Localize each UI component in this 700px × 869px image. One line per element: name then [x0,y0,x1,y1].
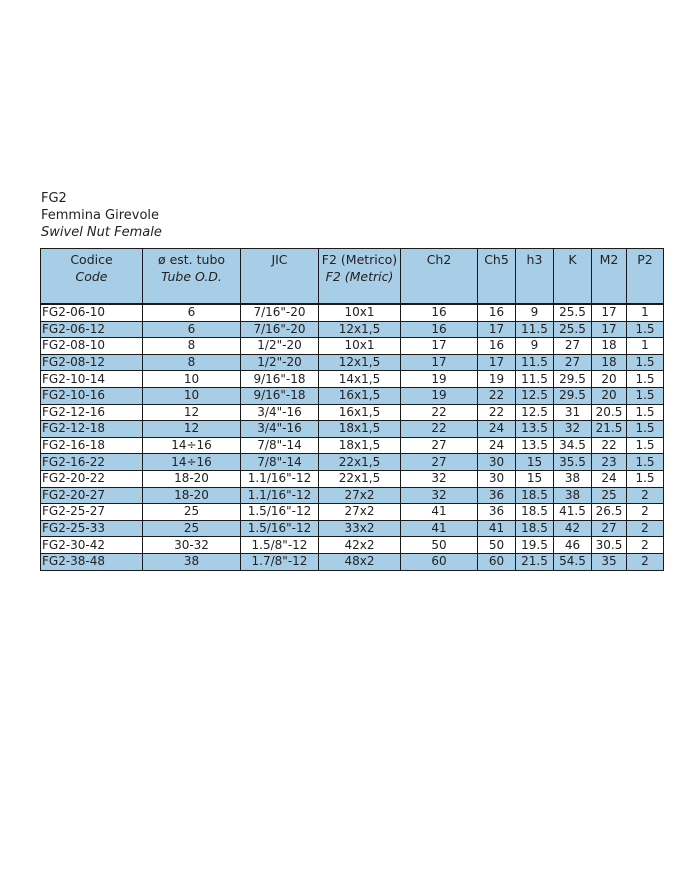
column-header-label: M2 [599,252,619,267]
cell-tube-od: 10 [143,371,241,388]
column-header-p2 [627,249,664,305]
cell-k: 38 [554,470,592,487]
cell-code: FG2-25-33 [41,520,143,537]
cell-code: FG2-20-27 [41,487,143,504]
cell-h3: 15 [516,454,554,471]
cell-f2-metric: 10x1 [319,338,401,355]
cell-k: 31 [554,404,592,421]
cell-m2: 17 [592,321,627,338]
cell-code: FG2-08-12 [41,354,143,371]
cell-ch2: 17 [401,338,478,355]
table-row [41,321,664,338]
table-row [41,354,664,371]
cell-code: FG2-06-12 [41,321,143,338]
cell-m2: 35 [592,553,627,570]
cell-m2: 25 [592,487,627,504]
cell-jic: 3/4"-16 [241,421,319,438]
table-row [41,520,664,537]
cell-tube-od: 6 [143,321,241,338]
cell-jic: 3/4"-16 [241,404,319,421]
cell-m2: 24 [592,470,627,487]
cell-p2: 1.5 [627,404,664,421]
cell-f2-metric: 18x1,5 [319,421,401,438]
cell-p2: 2 [627,487,664,504]
product-name-english: Swivel Nut Female [41,225,162,240]
cell-m2: 20 [592,387,627,404]
cell-tube-od: 25 [143,520,241,537]
title-block [41,190,162,241]
spec-table [40,248,664,571]
product-name-italian: Femmina Girevole [41,208,160,223]
table-row [41,437,664,454]
cell-ch2: 22 [401,421,478,438]
table-row [41,338,664,355]
cell-jic: 7/8"-14 [241,454,319,471]
cell-k: 25.5 [554,304,592,321]
cell-f2-metric: 18x1,5 [319,437,401,454]
cell-ch5: 19 [478,371,516,388]
cell-p2: 1.5 [627,454,664,471]
column-header-label: P2 [637,252,653,267]
cell-tube-od: 8 [143,354,241,371]
cell-h3: 13.5 [516,437,554,454]
cell-h3: 11.5 [516,371,554,388]
cell-m2: 27 [592,520,627,537]
column-header-label: Ch2 [426,252,452,267]
cell-p2: 1.5 [627,321,664,338]
cell-k: 27 [554,338,592,355]
cell-jic: 1.5/8"-12 [241,537,319,554]
header-row [41,249,664,305]
cell-code: FG2-30-42 [41,537,143,554]
cell-k: 38 [554,487,592,504]
cell-ch5: 17 [478,354,516,371]
column-header-ch5 [478,249,516,305]
cell-k: 27 [554,354,592,371]
cell-tube-od: 14÷16 [143,437,241,454]
cell-ch2: 19 [401,371,478,388]
cell-m2: 26.5 [592,504,627,521]
cell-code: FG2-06-10 [41,304,143,321]
cell-jic: 1/2"-20 [241,354,319,371]
table-row [41,371,664,388]
column-header-label: JIC [271,252,288,267]
cell-jic: 1.1/16"-12 [241,487,319,504]
column-header-h3 [516,249,554,305]
cell-k: 54.5 [554,553,592,570]
cell-ch5: 17 [478,321,516,338]
cell-ch5: 24 [478,421,516,438]
column-header-tube-od [143,249,241,305]
cell-ch2: 27 [401,437,478,454]
table-row [41,387,664,404]
cell-ch2: 41 [401,504,478,521]
cell-m2: 17 [592,304,627,321]
cell-k: 25.5 [554,321,592,338]
cell-code: FG2-10-16 [41,387,143,404]
cell-code: FG2-12-16 [41,404,143,421]
cell-k: 34.5 [554,437,592,454]
cell-f2-metric: 27x2 [319,504,401,521]
cell-k: 46 [554,537,592,554]
cell-p2: 2 [627,520,664,537]
column-header-label: F2 (Metrico) [321,252,398,267]
cell-h3: 9 [516,304,554,321]
cell-ch2: 17 [401,354,478,371]
cell-code: FG2-16-18 [41,437,143,454]
cell-f2-metric: 27x2 [319,487,401,504]
cell-tube-od: 12 [143,404,241,421]
cell-k: 29.5 [554,371,592,388]
cell-jic: 7/16"-20 [241,304,319,321]
cell-code: FG2-25-27 [41,504,143,521]
cell-h3: 18.5 [516,520,554,537]
cell-code: FG2-20-22 [41,470,143,487]
cell-p2: 1 [627,304,664,321]
cell-code: FG2-12-18 [41,421,143,438]
cell-ch5: 36 [478,504,516,521]
cell-m2: 22 [592,437,627,454]
column-header-label: h3 [526,252,543,267]
cell-tube-od: 8 [143,338,241,355]
cell-f2-metric: 22x1,5 [319,454,401,471]
cell-ch5: 22 [478,404,516,421]
cell-f2-metric: 14x1,5 [319,371,401,388]
cell-f2-metric: 42x2 [319,537,401,554]
cell-ch5: 41 [478,520,516,537]
cell-h3: 15 [516,470,554,487]
column-header-jic [241,249,319,305]
cell-p2: 1.5 [627,371,664,388]
cell-p2: 1.5 [627,354,664,371]
cell-ch5: 16 [478,338,516,355]
table-row [41,470,664,487]
cell-jic: 1.5/16"-12 [241,504,319,521]
table-row [41,537,664,554]
cell-ch2: 27 [401,454,478,471]
cell-k: 29.5 [554,387,592,404]
cell-tube-od: 6 [143,304,241,321]
cell-f2-metric: 48x2 [319,553,401,570]
cell-m2: 23 [592,454,627,471]
cell-tube-od: 25 [143,504,241,521]
cell-ch2: 50 [401,537,478,554]
cell-f2-metric: 12x1,5 [319,354,401,371]
cell-ch2: 41 [401,520,478,537]
column-header-sublabel: Tube O.D. [161,269,222,284]
cell-jic: 1.5/16"-12 [241,520,319,537]
table-row [41,487,664,504]
column-header-f2-metric [319,249,401,305]
cell-k: 41.5 [554,504,592,521]
cell-f2-metric: 22x1,5 [319,470,401,487]
cell-ch2: 16 [401,304,478,321]
cell-p2: 1.5 [627,470,664,487]
cell-f2-metric: 33x2 [319,520,401,537]
column-header-code [41,249,143,305]
cell-p2: 2 [627,537,664,554]
cell-ch5: 22 [478,387,516,404]
cell-ch5: 30 [478,454,516,471]
cell-h3: 21.5 [516,553,554,570]
cell-ch5: 30 [478,470,516,487]
cell-code: FG2-16-22 [41,454,143,471]
product-code: FG2 [41,191,67,206]
cell-ch5: 60 [478,553,516,570]
cell-jic: 9/16"-18 [241,371,319,388]
cell-k: 42 [554,520,592,537]
cell-tube-od: 14÷16 [143,454,241,471]
column-header-sublabel: F2 (Metric) [325,269,394,284]
table-row [41,504,664,521]
cell-tube-od: 18-20 [143,470,241,487]
column-header-m2 [592,249,627,305]
cell-tube-od: 38 [143,553,241,570]
table-body [41,304,664,570]
cell-ch5: 24 [478,437,516,454]
cell-ch5: 36 [478,487,516,504]
cell-ch2: 22 [401,404,478,421]
cell-h3: 11.5 [516,354,554,371]
cell-ch2: 19 [401,387,478,404]
cell-p2: 1.5 [627,437,664,454]
table-row [41,404,664,421]
column-header-label: ø est. tubo [157,252,226,267]
cell-tube-od: 12 [143,421,241,438]
cell-tube-od: 10 [143,387,241,404]
cell-m2: 21.5 [592,421,627,438]
cell-ch2: 60 [401,553,478,570]
cell-h3: 19.5 [516,537,554,554]
cell-jic: 7/16"-20 [241,321,319,338]
cell-f2-metric: 12x1,5 [319,321,401,338]
cell-h3: 18.5 [516,504,554,521]
cell-m2: 20.5 [592,404,627,421]
cell-f2-metric: 16x1,5 [319,387,401,404]
cell-m2: 18 [592,338,627,355]
cell-h3: 18.5 [516,487,554,504]
cell-ch5: 50 [478,537,516,554]
column-header-label: Codice [70,252,113,267]
cell-jic: 7/8"-14 [241,437,319,454]
table-row [41,454,664,471]
cell-k: 35.5 [554,454,592,471]
column-header-ch2 [401,249,478,305]
cell-h3: 12.5 [516,404,554,421]
cell-tube-od: 30-32 [143,537,241,554]
cell-ch2: 32 [401,470,478,487]
table-row [41,421,664,438]
cell-m2: 30.5 [592,537,627,554]
cell-p2: 2 [627,504,664,521]
cell-k: 32 [554,421,592,438]
cell-code: FG2-10-14 [41,371,143,388]
cell-tube-od: 18-20 [143,487,241,504]
cell-h3: 9 [516,338,554,355]
cell-jic: 1.1/16"-12 [241,470,319,487]
cell-p2: 1.5 [627,421,664,438]
cell-code: FG2-38-48 [41,553,143,570]
table-row [41,553,664,570]
cell-h3: 13.5 [516,421,554,438]
cell-f2-metric: 16x1,5 [319,404,401,421]
table-row [41,304,664,321]
cell-jic: 1.7/8"-12 [241,553,319,570]
column-header-label: K [568,252,577,267]
cell-jic: 9/16"-18 [241,387,319,404]
cell-ch2: 32 [401,487,478,504]
cell-ch2: 16 [401,321,478,338]
cell-h3: 11.5 [516,321,554,338]
cell-h3: 12.5 [516,387,554,404]
cell-p2: 1.5 [627,387,664,404]
column-header-sublabel: Code [75,269,108,284]
cell-m2: 18 [592,354,627,371]
cell-p2: 1 [627,338,664,355]
cell-f2-metric: 10x1 [319,304,401,321]
cell-m2: 20 [592,371,627,388]
cell-ch5: 16 [478,304,516,321]
column-header-label: Ch5 [484,252,509,267]
cell-jic: 1/2"-20 [241,338,319,355]
cell-p2: 2 [627,553,664,570]
column-header-k [554,249,592,305]
cell-code: FG2-08-10 [41,338,143,355]
